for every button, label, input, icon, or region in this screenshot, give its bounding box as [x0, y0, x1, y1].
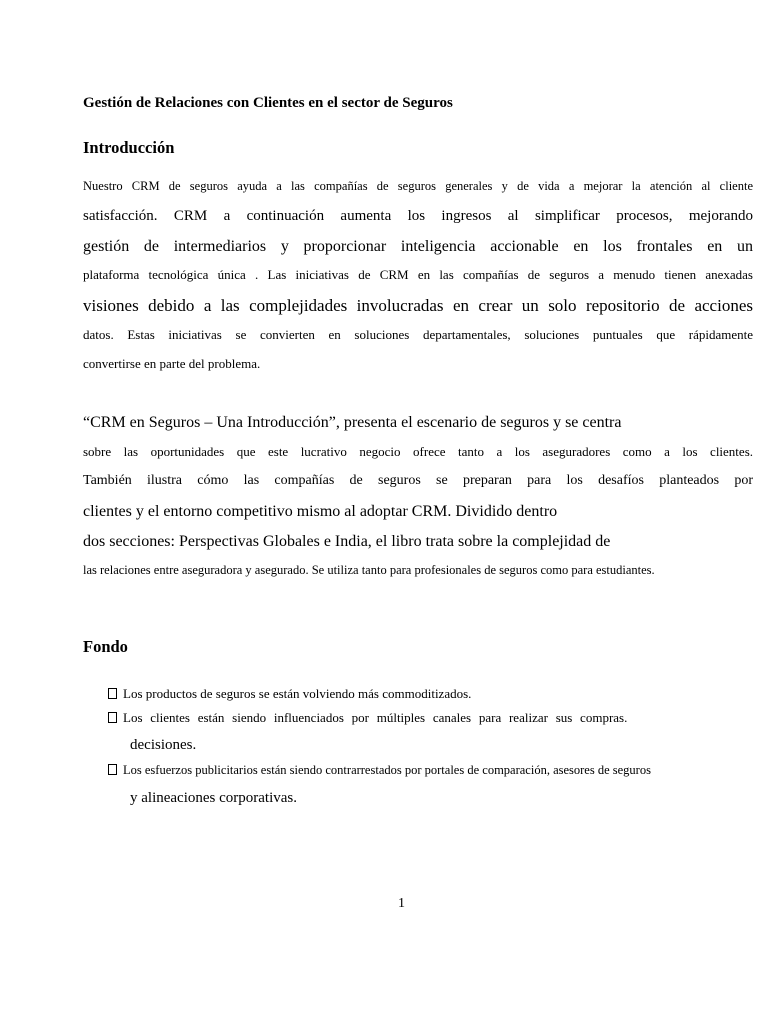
bullet-item: [108, 686, 753, 702]
document-title: Gestión de Relaciones con Clientes en el sector de Seguros: [83, 95, 453, 111]
bullet-continuation: decisiones.: [130, 737, 197, 753]
bullet-box-icon: [108, 764, 117, 775]
fondo-heading: Fondo: [83, 637, 128, 656]
book-line: También ilustra cómo las compañías de seguros se preparan para los desafíos planteados por: [83, 473, 753, 488]
intro-line: gestión de intermediarios y proporcionar inteligencia accionable en los frontales en un: [83, 238, 753, 255]
intro-line: visiones debido a las complejidades involucradas en crear un solo repositorio de acciones: [83, 296, 753, 315]
intro-line: Nuestro CRM de seguros ayuda a las compañías de seguros generales y de vida a mejorar la atención al cliente: [83, 179, 753, 193]
intro-line: datos. Estas iniciativas se convierten en soluciones departamentales, soluciones puntuales que rápidamente: [83, 327, 753, 342]
bullet-text: Los clientes están siendo influenciados por múltiples canales para realizar sus compras.: [123, 710, 628, 725]
bullet-continuation: y alineaciones corporativas.: [130, 790, 298, 806]
bullet-text: Los esfuerzos publicitarios están siendo contrarrestados por portales de comparación, asesores de seguros: [123, 763, 651, 777]
book-line: sobre las oportunidades que este lucrativo negocio ofrece tanto a los aseguradores como a los clientes.: [83, 444, 753, 459]
book-line: las relaciones entre aseguradora y asegurado. Se utiliza tanto para profesionales de seguros como para estudiantes.: [83, 563, 655, 577]
intro-heading: Introducción: [83, 138, 175, 157]
book-line: clientes y el entorno competitivo mismo al adoptar CRM. Dividido dentro: [83, 503, 558, 520]
intro-line: satisfacción. CRM a continuación aumenta los ingresos al simplificar procesos, mejorando: [83, 208, 753, 224]
bullet-text: Los productos de seguros se están volviendo más commoditizados.: [123, 686, 472, 701]
bullet-item: [108, 710, 753, 726]
bullet-item: [108, 762, 753, 778]
book-line: dos secciones: Perspectivas Globales e India, el libro trata sobre la complejidad de: [83, 533, 611, 550]
page-number: 1: [398, 896, 405, 911]
intro-line: plataforma tecnológica única . Las iniciativas de CRM en las compañías de seguros a menudo tienen anexadas: [83, 267, 753, 282]
book-line: “CRM en Seguros – Una Introducción”, presenta el escenario de seguros y se centra: [83, 414, 622, 431]
intro-line: convertirse en parte del problema.: [83, 356, 261, 371]
bullet-box-icon: [108, 688, 117, 699]
bullet-box-icon: [108, 712, 117, 723]
